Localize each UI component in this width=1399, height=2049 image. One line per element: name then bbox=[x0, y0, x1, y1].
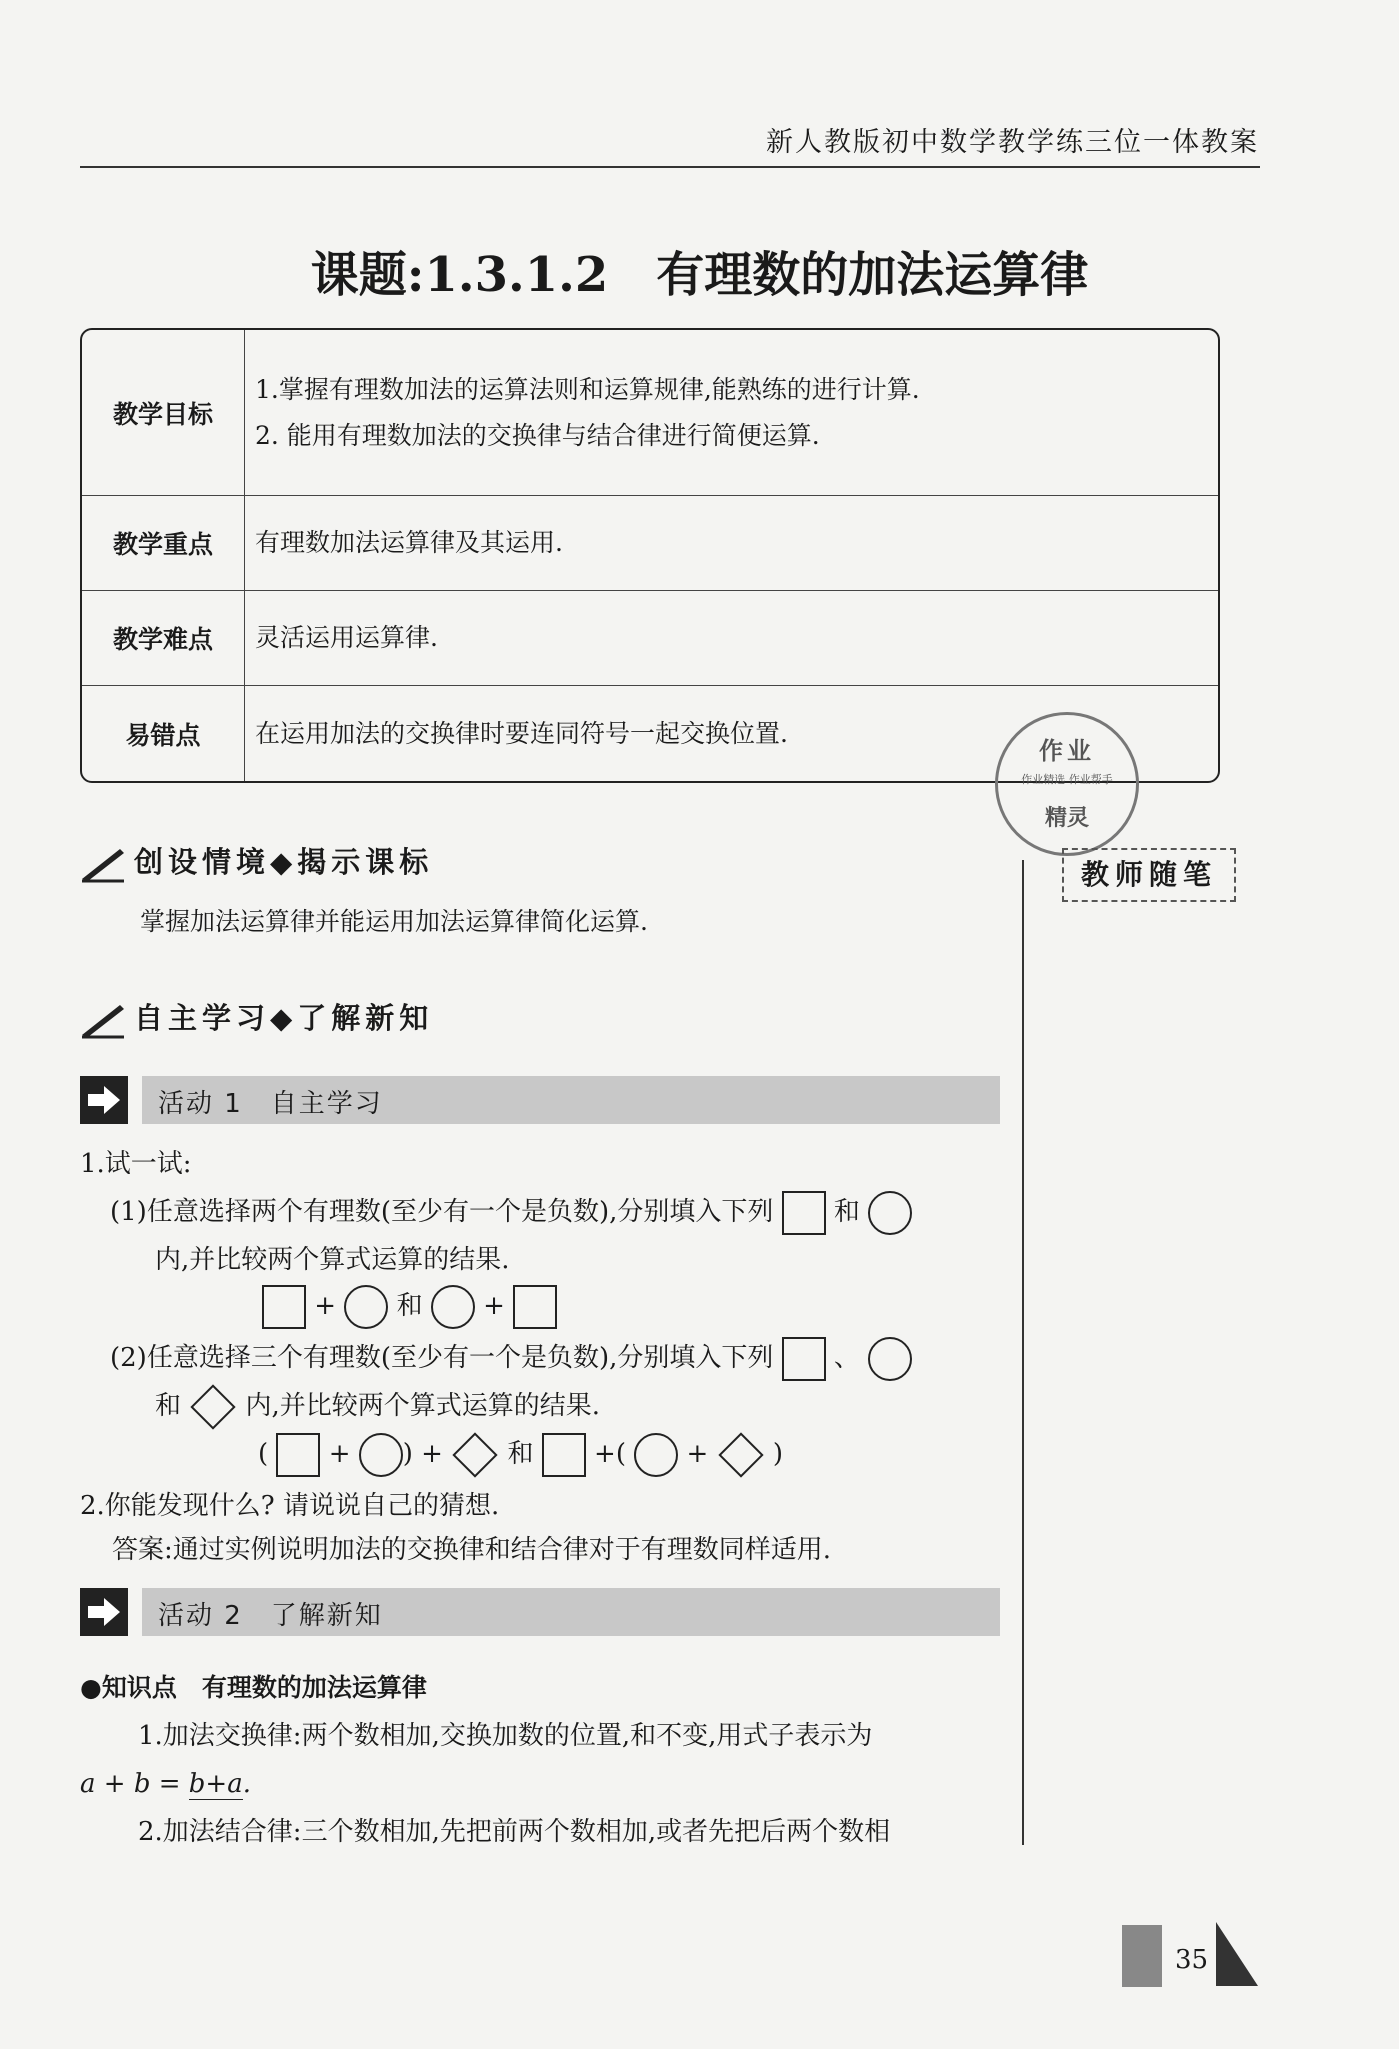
diamond-box bbox=[453, 1432, 498, 1477]
section-heading-1 bbox=[80, 840, 433, 883]
objective-value bbox=[245, 330, 1218, 496]
plus-sign: + bbox=[686, 1439, 709, 1469]
difficulty-key: 教学难点 bbox=[82, 591, 245, 686]
activity-bar-2 bbox=[80, 1588, 1000, 1636]
law-1-line-1: 1.加法交换律:两个数相加,交换加数的位置,和不变,用式子表示为 bbox=[138, 1721, 873, 1751]
teacher-notes-label: 教师随笔 bbox=[1062, 848, 1236, 902]
bar-gap bbox=[128, 1076, 142, 1124]
question-1-line-1 bbox=[110, 1190, 912, 1235]
stamp-top: 作业 bbox=[1039, 736, 1095, 765]
pen-icon bbox=[80, 845, 126, 883]
question-1-line-2: 内,并比较两个算式运算的结果. bbox=[155, 1245, 510, 1275]
stamp-bottom: 精灵 bbox=[1044, 805, 1089, 831]
plus-sign: + bbox=[594, 1439, 616, 1469]
square-box bbox=[542, 1433, 586, 1477]
page-number: 35 bbox=[1175, 1945, 1209, 1975]
stamp-middle: 作业精选 作业帮手 bbox=[1021, 773, 1113, 786]
expression-2 bbox=[258, 1432, 783, 1477]
objective-line: 1.掌握有理数加法的运算法则和运算规律,能熟练的进行计算. bbox=[255, 374, 920, 404]
pitfall-value: 在运用加法的交换律时要连同符号一起交换位置. bbox=[255, 718, 788, 748]
page-corner-triangle bbox=[1216, 1922, 1258, 1986]
lesson-title: 课题:1.3.1.2 有理数的加法运算律 bbox=[310, 247, 1089, 303]
circle-box bbox=[359, 1433, 403, 1477]
q1-text: (1)任意选择两个有理数(至少有一个是负数),分别填入下列 bbox=[110, 1197, 774, 1227]
activity-1-label: 活动 1 自主学习 bbox=[158, 1089, 383, 1119]
law1-answer: b+a bbox=[188, 1769, 243, 1799]
law-2-line: 2.加法结合律:三个数相加,先把前两个数相加,或者先把后两个数相 bbox=[138, 1817, 891, 1847]
square-box bbox=[782, 1337, 826, 1381]
discover-question: 2.你能发现什么? 请说说自己的猜想. bbox=[80, 1491, 500, 1521]
pen-icon bbox=[80, 1001, 126, 1039]
law1-end: . bbox=[242, 1769, 251, 1799]
paren-left: ( bbox=[258, 1439, 269, 1469]
header-rule bbox=[80, 166, 1260, 168]
circle-box bbox=[431, 1285, 475, 1329]
square-box bbox=[513, 1285, 557, 1329]
section-heading-1-text: 创设情境◆揭示课标 bbox=[134, 845, 434, 879]
q1-and: 和 bbox=[833, 1197, 860, 1227]
section-heading-2-text: 自主学习◆了解新知 bbox=[134, 1001, 434, 1035]
paren-right: ) bbox=[402, 1439, 413, 1469]
circle-box bbox=[634, 1433, 678, 1477]
focus-value: 有理数加法运算律及其运用. bbox=[245, 496, 1218, 591]
try-title: 1.试一试: bbox=[80, 1149, 192, 1179]
square-box bbox=[262, 1285, 306, 1329]
law1-expr: a + b = bbox=[80, 1769, 181, 1799]
diamond-box bbox=[718, 1432, 763, 1477]
difficulty-value: 灵活运用运算律. bbox=[245, 591, 1218, 686]
book-title: 新人教版初中数学教学练三位一体教案 bbox=[766, 127, 1259, 158]
homework-stamp bbox=[995, 712, 1139, 856]
and-word: 和 bbox=[507, 1439, 534, 1469]
section1-text: 掌握加法运算律并能运用加法运算律简化运算. bbox=[140, 907, 648, 936]
plus-sign: + bbox=[483, 1291, 505, 1321]
page-number-bar bbox=[1122, 1925, 1162, 1987]
q2-sep: 、 bbox=[833, 1343, 860, 1373]
arrow-right-icon bbox=[80, 1588, 128, 1636]
q2-and: 和 bbox=[155, 1391, 182, 1421]
knowledge-heading: ●知识点 有理数的加法运算律 bbox=[80, 1673, 427, 1702]
paren-right: ) bbox=[772, 1439, 784, 1469]
arrow-right-icon bbox=[80, 1076, 128, 1124]
question-2-line-2 bbox=[155, 1384, 600, 1428]
diamond-box bbox=[191, 1384, 236, 1429]
question-2-line-1 bbox=[110, 1336, 912, 1381]
activity-2-label: 活动 2 了解新知 bbox=[158, 1601, 383, 1631]
plus-sign: + bbox=[421, 1439, 443, 1469]
plus-sign: + bbox=[314, 1291, 337, 1321]
focus-key: 教学重点 bbox=[82, 496, 245, 591]
circle-box bbox=[344, 1285, 388, 1329]
square-box bbox=[276, 1433, 320, 1477]
bar-gap bbox=[128, 1588, 142, 1636]
objective-line: 2. 能用有理数加法的交换律与结合律进行简便运算. bbox=[255, 420, 820, 450]
objective-key: 教学目标 bbox=[82, 330, 245, 496]
q2-text-2: 内,并比较两个算式运算的结果. bbox=[245, 1391, 601, 1421]
activity-bar-1 bbox=[80, 1076, 1000, 1124]
pitfall-key: 易错点 bbox=[82, 686, 245, 781]
paren-left: ( bbox=[615, 1439, 626, 1469]
section-heading-2 bbox=[80, 996, 433, 1039]
q2-text: (2)任意选择三个有理数(至少有一个是负数),分别填入下列 bbox=[110, 1343, 774, 1373]
sidebar-rule bbox=[1022, 860, 1024, 1845]
discover-answer: 答案:通过实例说明加法的交换律和结合律对于有理数同样适用. bbox=[112, 1535, 832, 1565]
square-box bbox=[782, 1191, 826, 1235]
plus-sign: + bbox=[328, 1439, 351, 1469]
expression-1 bbox=[262, 1284, 557, 1329]
circle-box bbox=[868, 1337, 912, 1381]
and-word: 和 bbox=[396, 1291, 423, 1321]
law-1-line-2 bbox=[80, 1762, 251, 1806]
circle-box bbox=[868, 1191, 912, 1235]
